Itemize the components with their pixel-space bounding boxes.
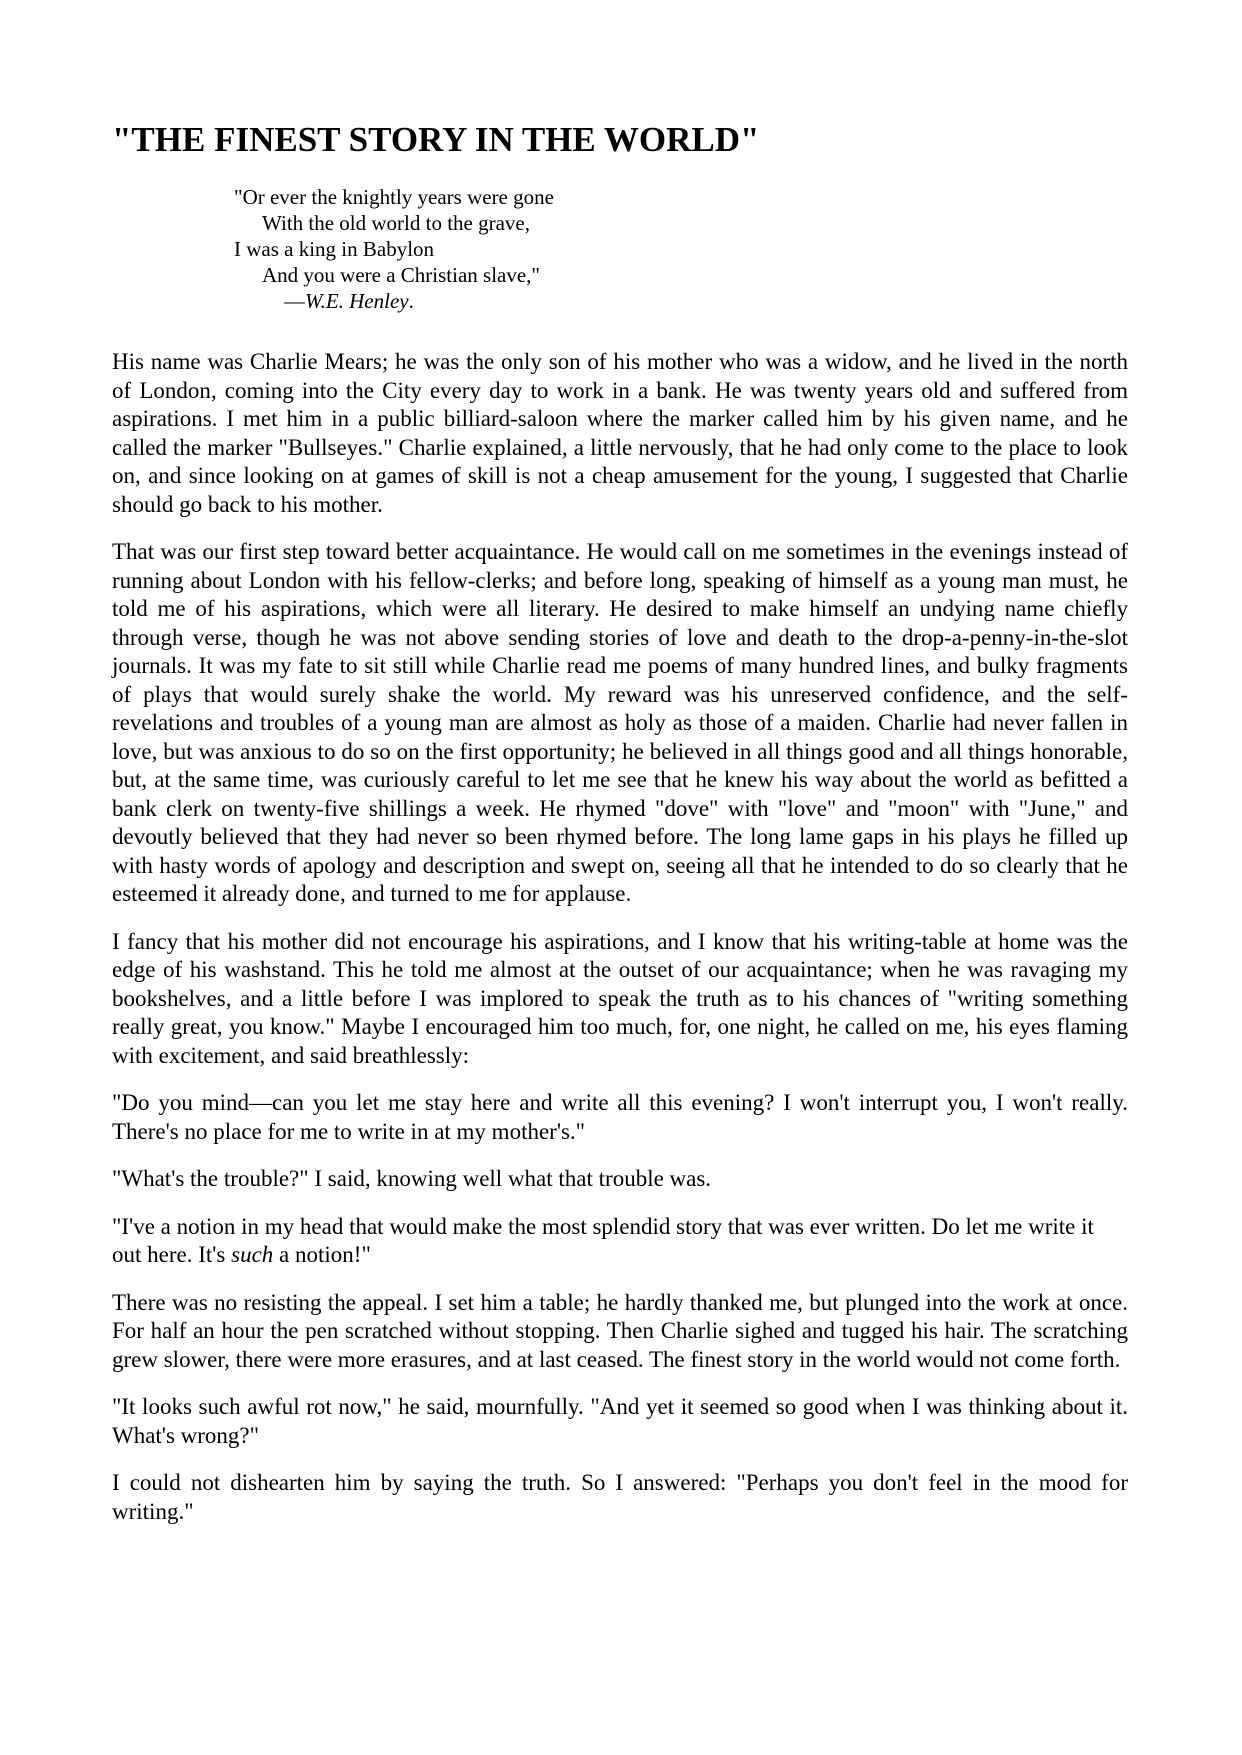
body-paragraph: I fancy that his mother did not encourage his aspirations, and I know that his writing-table at home was the edge of his washstand. This he told me almost at the outset of our acquaintance; when he was ravaging my bookshelves, and a little before I was implored to speak the truth as to his chances of "writing something really great, you know." Maybe I encouraged him too much, for, one night, he called on me, his eyes flaming with excitement, and said breathlessly: (112, 928, 1128, 1068)
body-paragraph (112, 1213, 1128, 1270)
body-paragraph: I could not dishearten him by saying the truth. So I answered: "Perhaps you don't feel in the mood for writing." (112, 1470, 1128, 1524)
body-paragraph: "What's the trouble?" I said, knowing well what that trouble was. (112, 1166, 712, 1191)
document-page (112, 118, 1128, 1545)
body-paragraph: That was our first step toward better acquaintance. He would call on me sometimes in the evenings instead of running about London with his fellow-clerks; and before long, speaking of himself as a young man must, he told me of his aspirations, which were all literary. He desired to make himself an undying name chiefly through verse, though he was not above sending stories of love and death to the drop-a-penny-in-the-slot journals. It was my fate to sit still while Charlie read me poems of many hundred lines, and bulky fragments of plays that would surely shake the world. My reward was his unreserved confidence, and the self-revelations and troubles of a young man are almost as holy as those of a maiden. Charlie had never fallen in love, but was anxious to do so on the first opportunity; he believed in all things good and all things honorable, but, at the same time, was curiously careful to let me see that he knew his way about the world as befitted a bank clerk on twenty-five shillings a week. He rhymed "dove" with "love" and "moon" with "June," and devoutly believed that they had never so been rhymed before. The long lame gaps in his plays he filled up with hasty words of apology and description and swept on, seeing all that he intended to do so clearly that he esteemed it already done, and turned to me for applause. (112, 539, 1128, 906)
epigraph-line: "Or ever the knightly years were gone (234, 185, 554, 209)
paragraph-text: "I've a notion in my head that would make the most splendid story that was ever written. Do let me write it out here. It's (112, 1213, 1094, 1267)
body-paragraph: "It looks such awful rot now," he said, mournfully. "And yet it seemed so good when I was thinking about it. What's wrong?" (112, 1394, 1128, 1448)
epigraph-line: And you were a Christian slave," (262, 263, 541, 287)
attribution-author: W.E. Henley (305, 289, 409, 313)
body-paragraph: His name was Charlie Mears; he was the only son of his mother who was a widow, and he lived in the north of London, coming into the City every day to work in a bank. He was twenty years old and suffered from aspirations. I met him in a public billiard-saloon where the marker called him by his given name, and he called the marker "Bullseyes." Charlie explained, a little nervously, that he had only come to the place to look on, and since looking on at games of skill is not a cheap amusement for the young, I suggested that Charlie should go back to his mother. (112, 349, 1128, 517)
paragraph-text: a notion!" (273, 1242, 371, 1267)
emphasis-text: such (231, 1242, 274, 1267)
attribution-period: . (408, 289, 414, 313)
epigraph-line: I was a king in Babylon (234, 237, 435, 261)
attribution-dash: — (284, 289, 305, 313)
story-title: "THE FINEST STORY IN THE WORLD" (112, 120, 760, 159)
body-paragraph: There was no resisting the appeal. I set him a table; he hardly thanked me, but plunged into the work at once. For half an hour the pen scratched without stopping. Then Charlie sighed and tugged his hair. The scratching grew slower, there were more erasures, and at last ceased. The finest story in the world would not come forth. (112, 1289, 1128, 1372)
epigraph-line: With the old world to the grave, (262, 211, 531, 235)
epigraph-attribution (234, 288, 1128, 314)
body-paragraph: "Do you mind—can you let me stay here and write all this evening? I won't interrupt you, I won't really. There's no place for me to write in at my mother's." (112, 1090, 1128, 1144)
epigraph (234, 184, 1128, 314)
